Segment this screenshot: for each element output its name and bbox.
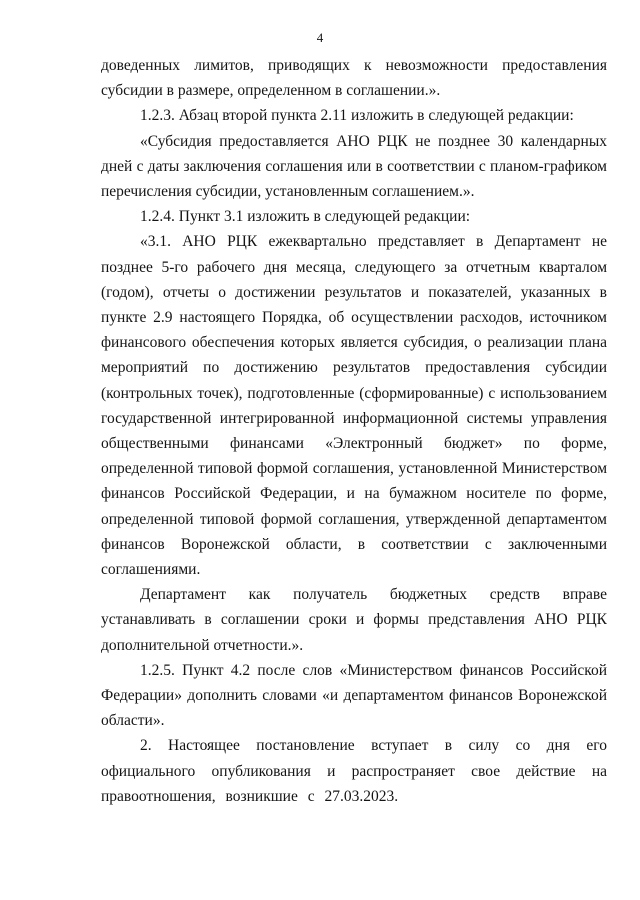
paragraph-item-1-2-4: 1.2.4. Пункт 3.1 изложить в следующей редакции: (140, 208, 471, 226)
paragraph-continuation: доведенных лимитов, приводящих к невозможности предоставления субсидии в размере, определенном в соглашении.». (101, 57, 607, 100)
document-body (101, 53, 607, 809)
page-number: 4 (316, 30, 324, 45)
paragraph-item-1-2-3: 1.2.3. Абзац второй пункта 2.11 изложить в следующей редакции: (140, 107, 574, 125)
paragraph-item-1-2-5: 1.2.5. Пункт 4.2 после слов «Министерством финансов Российской Федерации» дополнить словами «и департаментом финансов Воронежской области». (101, 661, 607, 730)
paragraph-subsidy-quote: «Субсидия предоставляется АНО РЦК не позднее 30 календарных дней с даты заключения соглашения или в соответствии с планом-графиком перечисления субсидии, установленным соглашением.». (101, 132, 607, 201)
paragraph-item-2: 2. Настоящее постановление вступает в силу со дня его официального опубликования и распространяет свое действие на правоотношения, возникшие с 27.03.2023. (101, 737, 607, 805)
paragraph-item-3-1-quote: «3.1. АНО РЦК ежеквартально представляет в Департамент не позднее 5-го рабочего дня месяца, следующего за отчетным кварталом (годом), отчеты о достижении результатов и показателей, указанных в пункте 2.9 настоящего Порядка, об осуществлении расходов, источником финансового обеспечения которых является субсидия, о реализации плана мероприятий по достижению результатов предоставления субсидии (контрольных точек), подготовленные (сформированные) с использованием государственной интегрированной информационной системы управления общественными финансами «Электронный бюджет» по форме, определенной типовой формой соглашения, установленной Министерством финансов Российской Федерации, и на бумажном носителе по форме, определенной типовой формой соглашения, утвержденной департаментом финансов Воронежской области, в соответствии с заключенными соглашениями. (101, 233, 607, 579)
paragraph-department-reporting: Департамент как получатель бюджетных средств вправе устанавливать в соглашении сроки и формы представления АНО РЦК дополнительной отчетности.». (101, 586, 607, 654)
